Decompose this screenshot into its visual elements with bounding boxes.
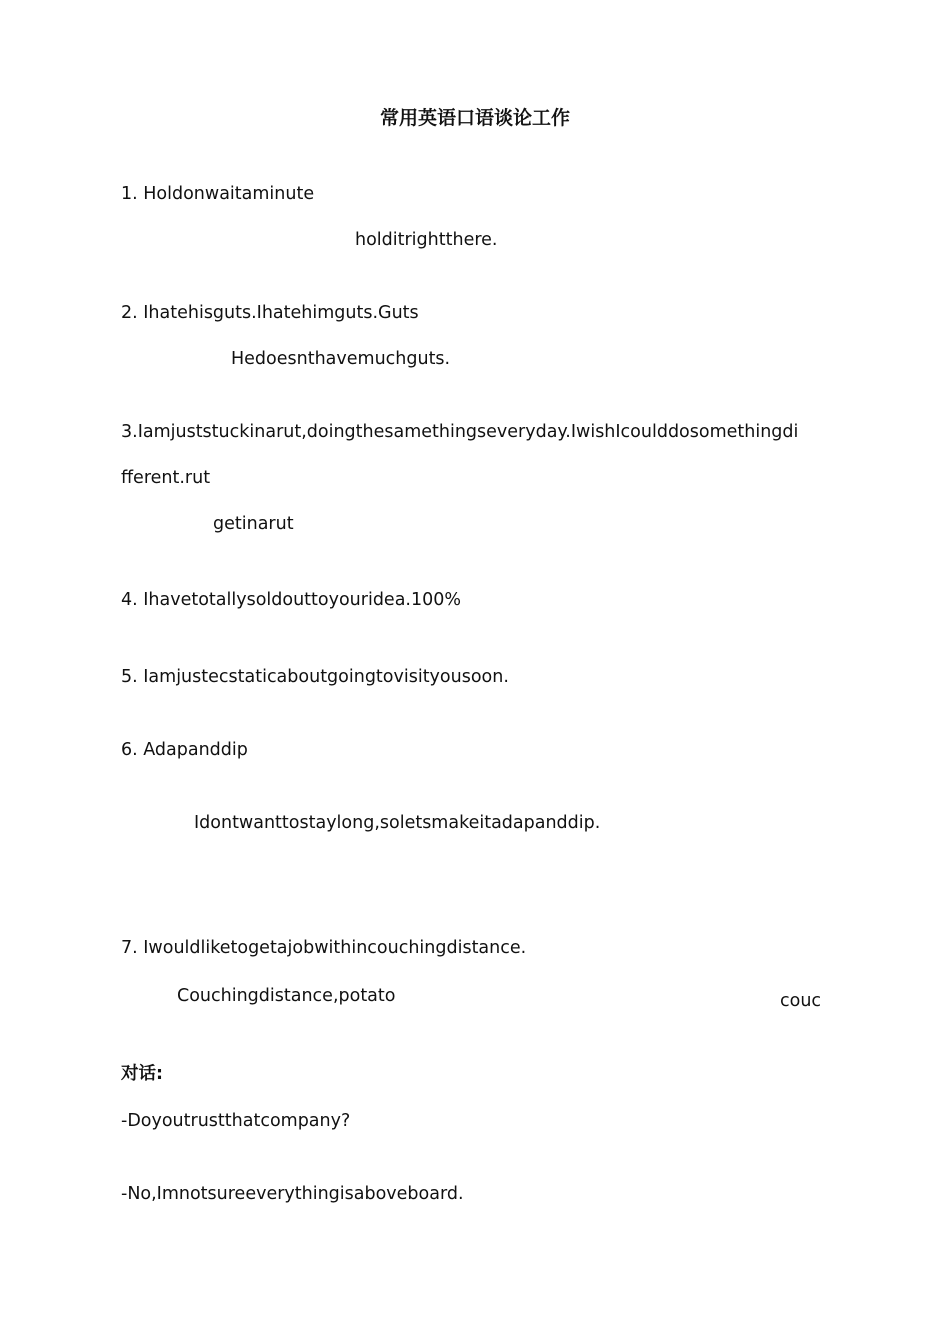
item-1-phrase: 1. Holdonwaitaminute [121, 184, 315, 204]
item-5-phrase: 5. Iamjustecstaticaboutgoingtovisityousoon. [121, 667, 509, 687]
item-6-example: Idontwanttostaylong,soletsmakeitadapanddip. [194, 813, 601, 833]
dialogue-line-1: -Doyoutrustthatcompany? [121, 1111, 351, 1131]
item-4-phrase: 4. Ihavetotallysoldouttoyouridea.100% [121, 590, 462, 610]
dialogue-line-2: -No,Imnotsureeverythingisaboveboard. [121, 1184, 464, 1204]
item-2-example: Hedoesnthavemuchguts. [231, 349, 451, 369]
item-3-phrase-line1: 3.Iamjuststuckinarut,doingthesamethingseveryday.IwishIcoulddosomethingdi [121, 422, 799, 442]
item-3-phrase-line2: fferent.rut [121, 468, 211, 488]
item-7-side-text: couc [780, 991, 822, 1011]
dialogue-label: 对话: [121, 1064, 163, 1084]
item-2-phrase: 2. Ihatehisguts.Ihatehimguts.Guts [121, 303, 419, 323]
item-7-example: Couchingdistance,potato [177, 986, 396, 1006]
item-3-example: getinarut [213, 514, 294, 534]
item-6-phrase: 6. Adapanddip [121, 740, 248, 760]
page-title: 常用英语口语谈论工作 [379, 107, 570, 129]
item-7-phrase: 7. Iwouldliketogetajobwithincouchingdistance. [121, 938, 527, 958]
item-1-example: holditrightthere. [355, 230, 498, 250]
